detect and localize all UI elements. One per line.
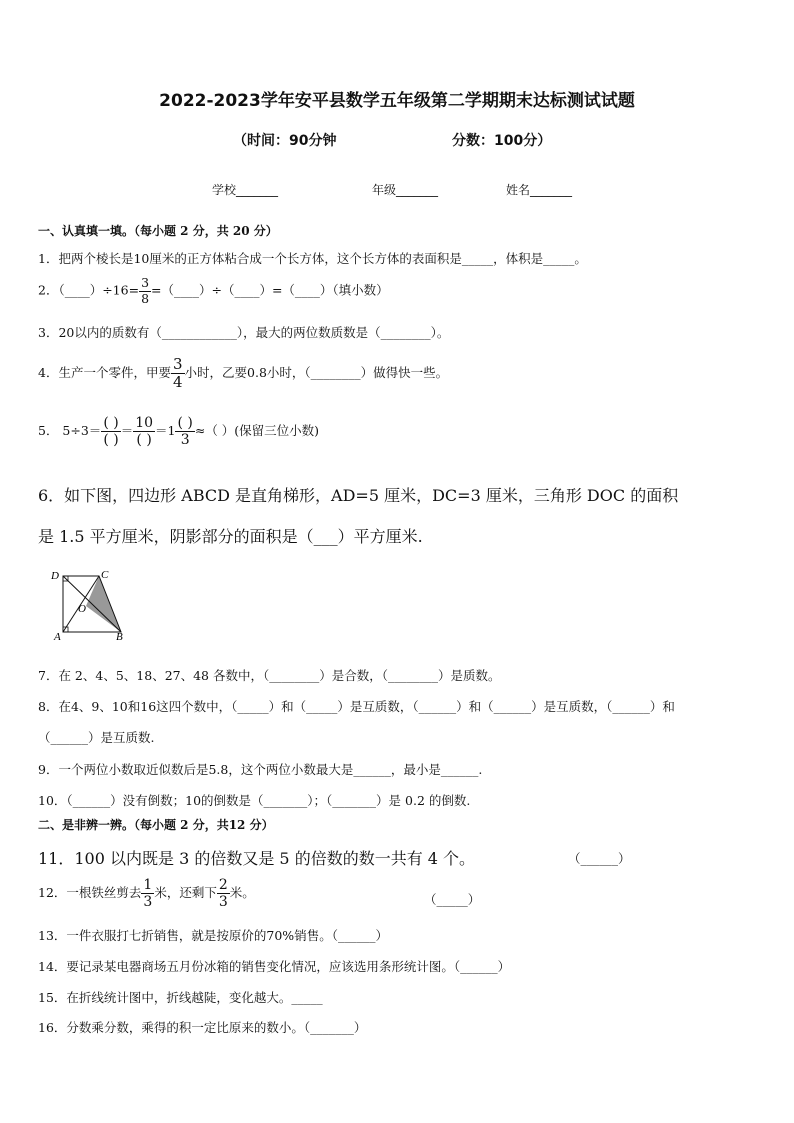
fraction-denominator: ( ) — [136, 432, 152, 448]
fraction-numerator: 10 — [135, 415, 154, 431]
question-4-part-b: 小时，乙要0.8小时，（________）做得快一些。 — [184, 365, 449, 380]
question-12-part-b: 米，还剩下 — [154, 885, 217, 900]
fraction-numerator: 1 — [143, 877, 153, 893]
fraction-denominator: 3 — [180, 432, 190, 448]
exam-score: 分数：100分） — [452, 133, 552, 149]
label-c: C — [101, 569, 109, 581]
question-15: 15．在折线统计图中，折线越陡，变化越大。_____ — [38, 990, 323, 1005]
fraction-blank-1 — [101, 416, 120, 447]
question-2-part-b: =（____）÷（____）=（____）（填小数） — [151, 282, 389, 298]
section-1-heading: 一、认真填一填。（每小题 2 分，共 20 分） — [38, 224, 278, 238]
question-7: 7．在 2、4、5、18、27、48 各数中，（________）是合数，（________）是质数。 — [38, 668, 501, 683]
fraction-2-3 — [217, 878, 230, 909]
fraction-denominator: 4 — [172, 373, 183, 391]
question-11: 11．100 以内既是 3 的倍数又是 5 的倍数的数一共有 4 个。 — [38, 849, 476, 868]
question-2 — [38, 277, 389, 305]
question-4 — [38, 357, 448, 390]
exam-title: 2022-2023学年安平县数学五年级第二学期期末达标测试试题 — [159, 91, 635, 111]
mixed-number-whole: ＝1 — [155, 423, 176, 438]
fraction-numerator: 3 — [172, 355, 183, 373]
fraction-denominator: 3 — [143, 894, 153, 910]
question-2-part-a: 2．（____）÷16= — [38, 282, 140, 298]
fraction-denominator: 3 — [218, 894, 228, 910]
question-5 — [38, 416, 319, 447]
question-6-line-2: 是 1.5 平方厘米，阴影部分的面积是（___）平方厘米. — [38, 527, 423, 546]
fraction-3-8 — [139, 277, 151, 305]
label-d: D — [51, 570, 59, 582]
question-12-part-a: 12．一根铁丝剪去 — [38, 885, 142, 900]
equals-sign: ＝ — [120, 423, 134, 438]
fraction-numerator: ( ) — [177, 415, 193, 431]
label-o: O — [78, 603, 86, 615]
fraction-numerator: 2 — [218, 877, 228, 893]
exam-time: （时间：90分钟 — [233, 133, 337, 149]
question-12 — [38, 878, 255, 909]
question-12-part-c: 米。 — [229, 885, 255, 900]
question-16: 16．分数乘分数，乘得的积一定比原来的数小。（_______） — [38, 1020, 367, 1035]
fraction-denominator: ( ) — [103, 432, 119, 448]
question-13: 13．一件衣服打七折销售，就是按原价的70%销售。（______） — [38, 928, 388, 943]
question-11-answer-blank: （______） — [568, 851, 631, 866]
fraction-numerator: 3 — [141, 275, 150, 290]
school-field: 学校_______ — [212, 183, 279, 197]
question-8-line-1: 8．在4、9、10和16这四个数中，（_____）和（_____）是互质数，（______）和（______）是互质数，（______）和 — [38, 699, 675, 714]
question-1: 1．把两个棱长是10厘米的正方体粘合成一个长方体，这个长方体的表面积是_____，体积是_____。 — [38, 251, 587, 266]
fraction-denominator: 8 — [141, 290, 150, 306]
question-3: 3．20以内的质数有（____________），最大的两位数质数是（________）。 — [38, 325, 450, 340]
trapezoid-figure — [46, 566, 136, 646]
fraction-3-4 — [171, 357, 185, 390]
question-12-answer-blank: （_____） — [424, 892, 481, 907]
question-9: 9．一个两位小数取近似数后是5.8，这个两位小数最大是______，最小是______. — [38, 762, 483, 777]
fraction-10-blank — [133, 416, 155, 447]
question-4-part-a: 4．生产一个零件，甲要 — [38, 365, 171, 380]
diagonal-db — [63, 576, 121, 632]
fraction-blank-3 — [175, 416, 194, 447]
name-field: 姓名_______ — [506, 183, 573, 197]
fraction-1-3 — [141, 878, 154, 909]
question-14: 14．要记录某电器商场五月份冰箱的销售变化情况，应该选用条形统计图。（______） — [38, 959, 511, 974]
question-5-part-a: 5． 5÷3＝ — [38, 423, 102, 438]
question-8-line-2: （______）是互质数. — [38, 730, 155, 745]
question-10: 10．（______）没有倒数；10的倒数是（_______）；（_______）是 0.2 的倒数. — [38, 793, 471, 808]
grade-field: 年级_______ — [372, 183, 439, 197]
label-b: B — [116, 631, 123, 643]
question-6-line-1: 6．如下图，四边形 ABCD 是直角梯形，AD=5 厘米，DC=3 厘米，三角形 DOC 的面积 — [38, 486, 679, 505]
section-2-heading: 二、是非辨一辨。（每小题 2 分，共12 分） — [38, 818, 274, 832]
shaded-triangle — [86, 576, 121, 632]
question-5-part-b: ≈（ ）(保留三位小数) — [194, 423, 320, 438]
label-a: A — [54, 631, 61, 643]
fraction-numerator: ( ) — [103, 415, 119, 431]
